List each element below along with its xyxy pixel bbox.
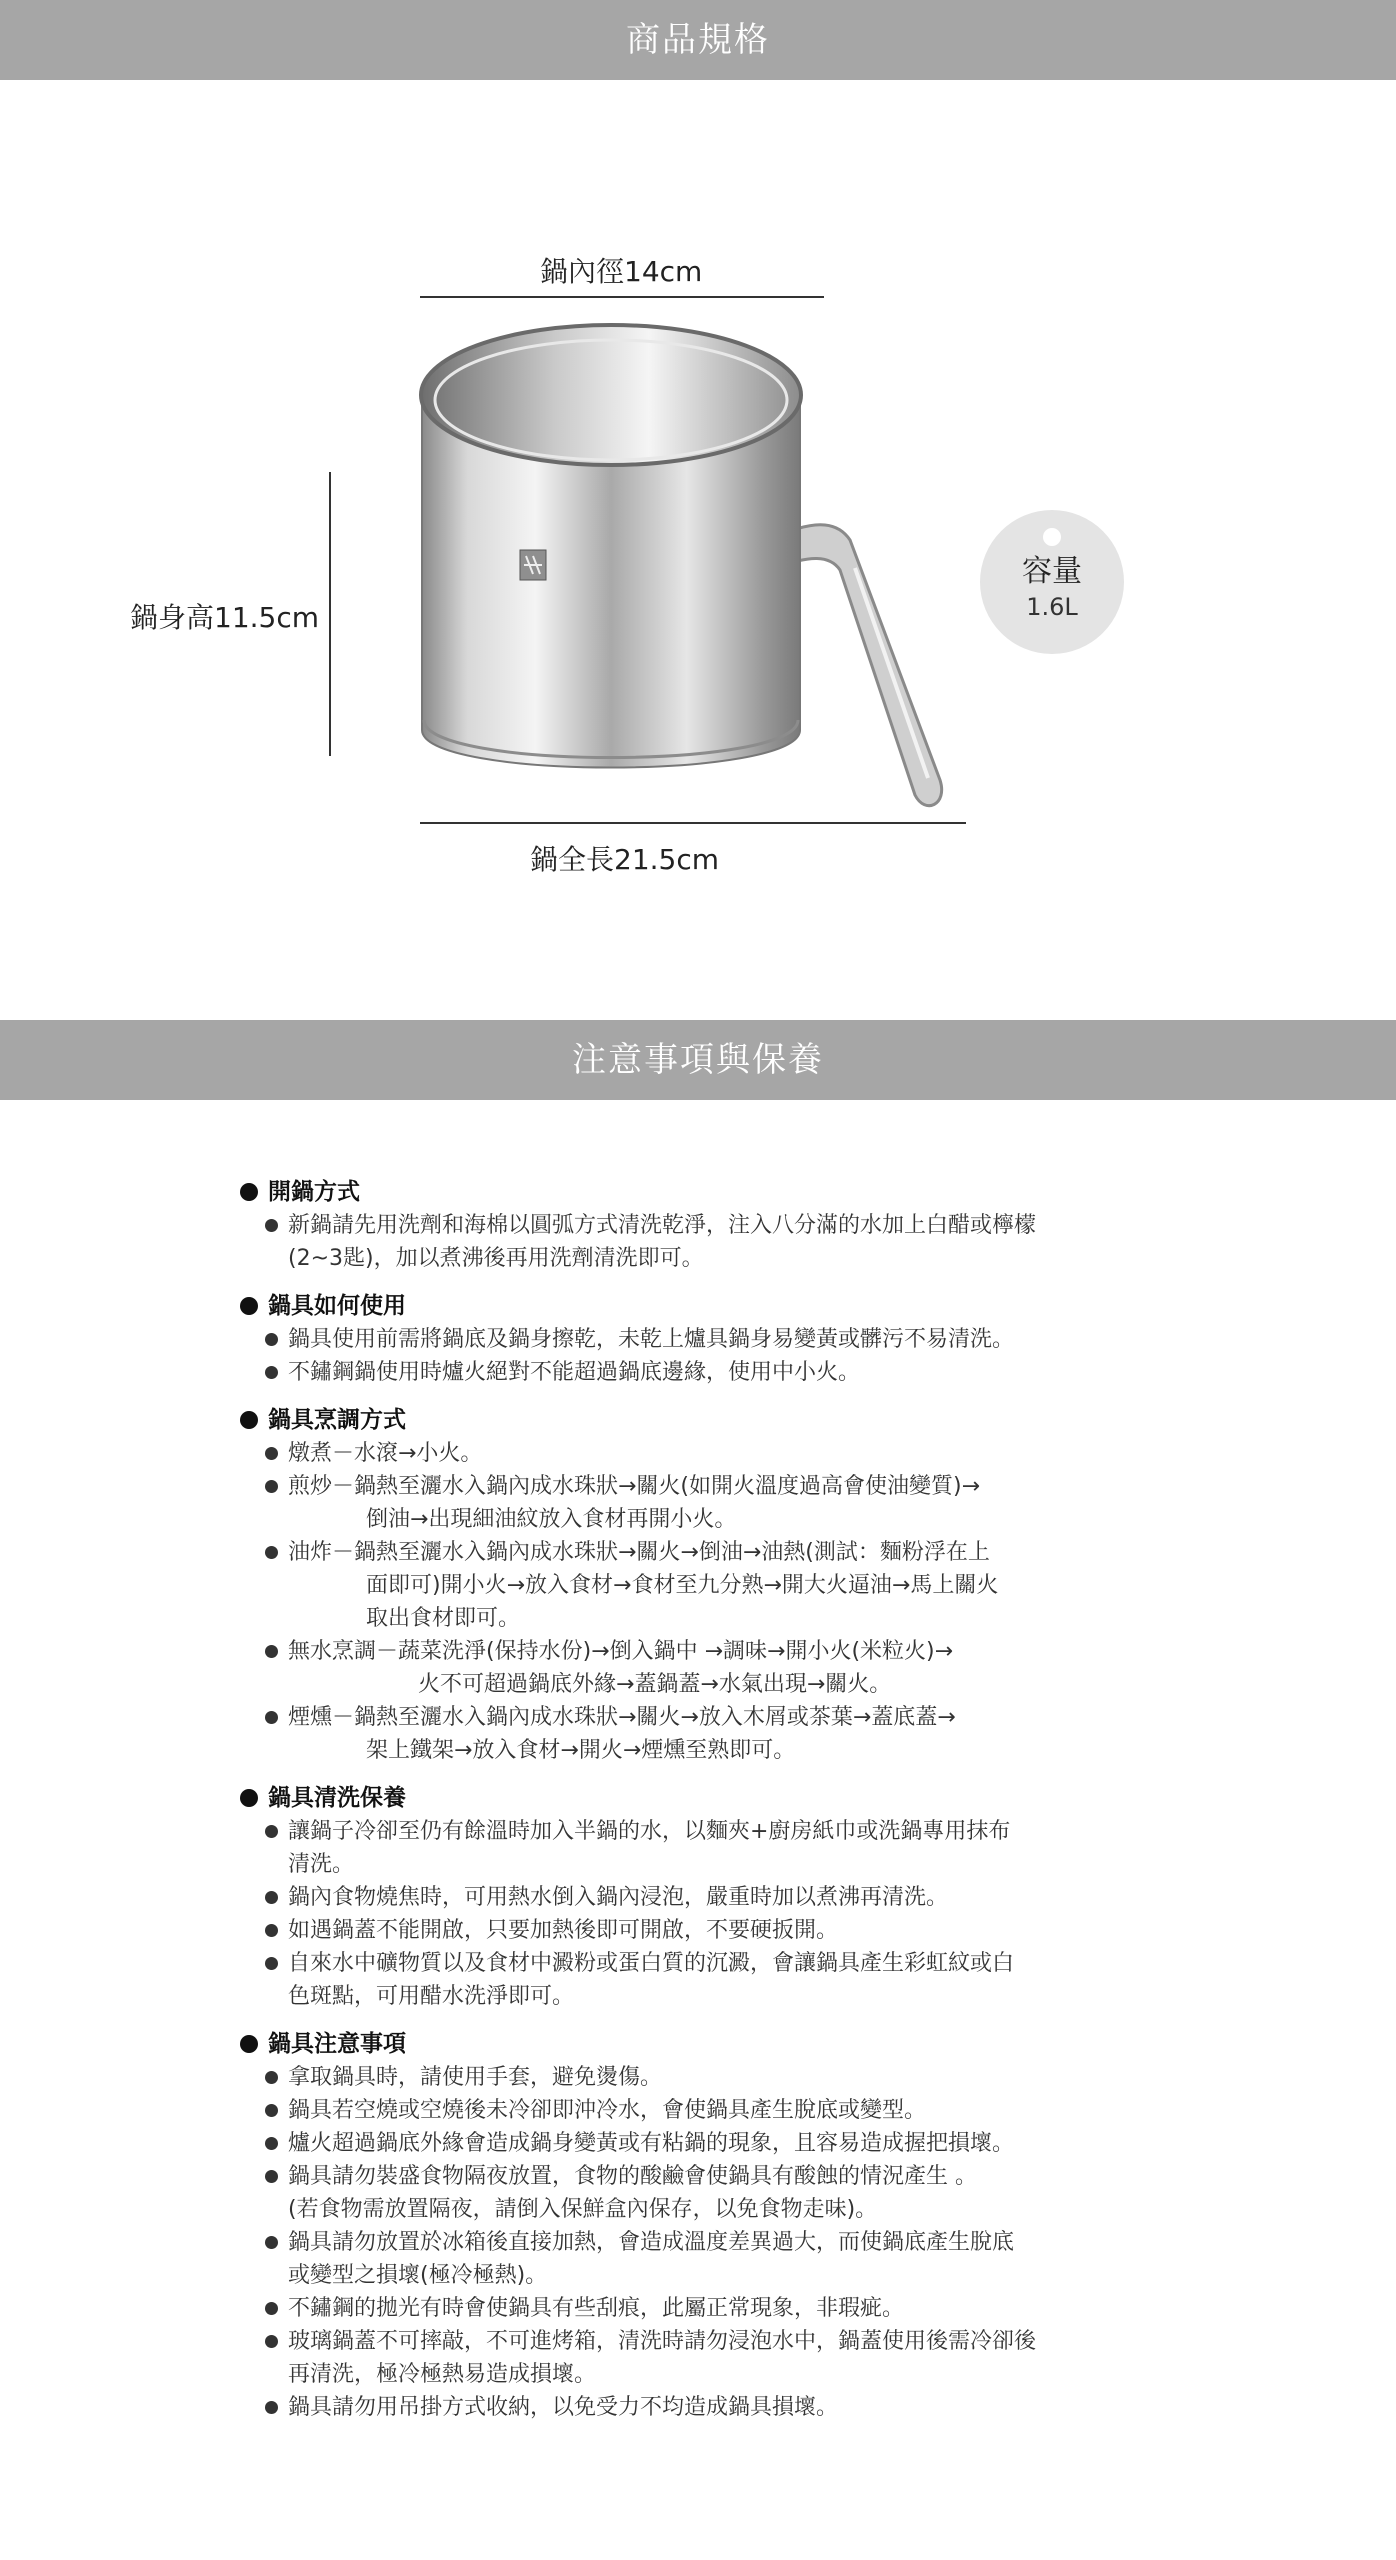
item-line: 色斑點，可用醋水洗淨即可。 <box>288 1984 575 2009</box>
list-item <box>240 1701 1160 1767</box>
item-line: 如遇鍋蓋不能開啟，只要加熱後即可開啟，不要硬扳開。 <box>288 1918 839 1943</box>
list-item <box>240 1470 1160 1536</box>
list-item <box>240 2292 1160 2325</box>
spec-header: 商品規格 <box>0 0 1396 80</box>
item-line: 火不可超過鍋底外緣→蓋鍋蓋→水氣出現→關火。 <box>418 1672 892 1697</box>
list-item <box>240 1635 1160 1701</box>
item-line: 無水烹調－蔬菜洗淨(保持水份)→倒入鍋中 →調味→開小火(米粒火)→ <box>288 1639 954 1664</box>
diameter-line <box>420 296 824 298</box>
list-item <box>240 1947 1160 2013</box>
list-item <box>240 1881 1160 1914</box>
item-line: 新鍋請先用洗劑和海棉以圓弧方式清洗乾淨，注入八分滿的水加上白醋或檸檬 <box>288 1213 1037 1238</box>
item-line: 面即可)開小火→放入食材→食材至九分熟→開大火逼油→馬上關火 <box>366 1573 999 1598</box>
milk-pot-image <box>400 300 980 820</box>
list-item <box>240 2391 1160 2424</box>
list-item <box>240 2325 1160 2391</box>
list-item <box>240 2061 1160 2094</box>
item-line: 讓鍋子冷卻至仍有餘溫時加入半鍋的水，以麵夾+廚房紙巾或洗鍋專用抹布 <box>288 1819 1011 1844</box>
section-cautions <box>240 2027 1160 2424</box>
height-label: 鍋身高11.5cm <box>130 601 320 634</box>
item-line: 不鏽鋼的拋光有時會使鍋具有些刮痕，此屬正常現象，非瑕疵。 <box>288 2296 905 2321</box>
item-line: 不鏽鋼鍋使用時爐火絕對不能超過鍋底邊緣，使用中小火。 <box>288 1360 861 1385</box>
item-line: 玻璃鍋蓋不可摔敲，不可進烤箱，清洗時請勿浸泡水中，鍋蓋使用後需冷卻後 <box>288 2329 1037 2354</box>
item-line: 自來水中礦物質以及食材中澱粉或蛋白質的沉澱，會讓鍋具產生彩虹紋或白 <box>288 1951 1015 1976</box>
item-line: 拿取鍋具時，請使用手套，避免燙傷。 <box>288 2065 663 2090</box>
capacity-badge <box>980 510 1124 654</box>
capacity-label: 容量 <box>1022 554 1082 589</box>
item-line: 再清洗，極冷極熱易造成損壞。 <box>288 2362 597 2387</box>
section-title: 鍋具烹調方式 <box>240 1403 1160 1437</box>
list-item <box>240 2127 1160 2160</box>
list-item <box>240 1356 1160 1389</box>
height-line <box>329 472 331 756</box>
section-title: 開鍋方式 <box>240 1175 1160 1209</box>
item-line: 煙燻－鍋熱至灑水入鍋內成水珠狀→關火→放入木屑或茶葉→蓋底蓋→ <box>288 1705 956 1730</box>
item-line: 爐火超過鍋底外緣會造成鍋身變黃或有粘鍋的現象，且容易造成握把損壞。 <box>288 2131 1015 2156</box>
capacity-value: 1.6L <box>1026 593 1078 621</box>
list-item <box>240 1209 1160 1275</box>
list-item <box>240 2226 1160 2292</box>
list-item <box>240 1815 1160 1881</box>
item-line: 鍋具若空燒或空燒後未冷卻即沖冷水，會使鍋具產生脫底或變型。 <box>288 2098 927 2123</box>
list-item <box>240 1437 1160 1470</box>
section-usage <box>240 1289 1160 1389</box>
item-line: 鍋具使用前需將鍋底及鍋身擦乾，未乾上爐具鍋身易變黃或髒污不易清洗。 <box>288 1327 1015 1352</box>
item-line: 取出食材即可。 <box>366 1606 521 1631</box>
list-item <box>240 1536 1160 1635</box>
item-line: 清洗。 <box>288 1852 355 1877</box>
list-item <box>240 2094 1160 2127</box>
capacity-dot-icon <box>1043 528 1061 546</box>
list-item <box>240 1914 1160 1947</box>
item-line: 鍋內食物燒焦時，可用熱水倒入鍋內浸泡，嚴重時加以煮沸再清洗。 <box>288 1885 949 1910</box>
section-opening <box>240 1175 1160 1275</box>
care-instructions <box>240 1175 1160 2438</box>
item-line: 鍋具請勿裝盛食物隔夜放置，食物的酸鹼會使鍋具有酸蝕的情況產生 。 <box>288 2164 977 2189</box>
item-line: 架上鐵架→放入食材→開火→煙燻至熟即可。 <box>366 1738 796 1763</box>
section-cleaning <box>240 1781 1160 2013</box>
item-line: (若食物需放置隔夜，請倒入保鮮盒內保存，以免食物走味)。 <box>288 2197 878 2222</box>
item-line: 油炸－鍋熱至灑水入鍋內成水珠狀→關火→倒油→油熱(測試：麵粉浮在上 <box>288 1540 990 1565</box>
length-label: 鍋全長21.5cm <box>530 843 720 876</box>
item-line: 鍋具請勿用吊掛方式收納，以免受力不均造成鍋具損壞。 <box>288 2395 839 2420</box>
item-line: 倒油→出現細油紋放入食材再開小火。 <box>366 1507 737 1532</box>
section-cooking <box>240 1403 1160 1767</box>
diameter-label: 鍋內徑14cm <box>540 255 703 288</box>
list-item <box>240 1323 1160 1356</box>
length-line <box>420 822 966 824</box>
item-line: 或變型之損壞(極冷極熱)。 <box>288 2263 548 2288</box>
section-title: 鍋具清洗保養 <box>240 1781 1160 1815</box>
item-line: (2~3匙)，加以煮沸後再用洗劑清洗即可。 <box>288 1246 704 1271</box>
care-header: 注意事項與保養 <box>0 1020 1396 1100</box>
section-title: 鍋具注意事項 <box>240 2027 1160 2061</box>
list-item <box>240 2160 1160 2226</box>
section-title: 鍋具如何使用 <box>240 1289 1160 1323</box>
item-line: 燉煮－水滾→小火。 <box>288 1441 483 1466</box>
item-line: 煎炒－鍋熱至灑水入鍋內成水珠狀→關火(如開火溫度過高會使油變質)→ <box>288 1474 981 1499</box>
item-line: 鍋具請勿放置於冰箱後直接加熱，會造成溫度差異過大，而使鍋底產生脫底 <box>288 2230 1015 2255</box>
